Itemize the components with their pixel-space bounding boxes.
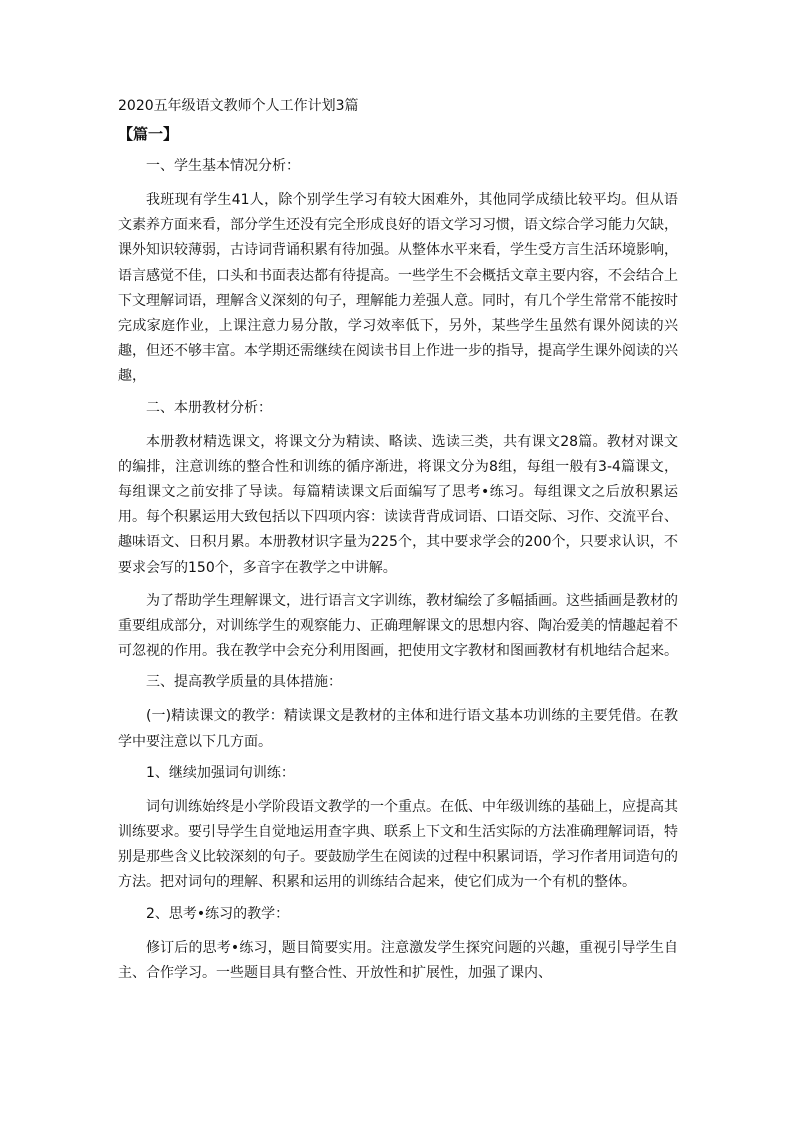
body-paragraph: 为了帮助学生理解课文，进行语言文字训练，教材编绘了多幅插画。这些插画是教材的重要组成部分，对训练学生的观察能力、正确理解课文的思想内容、陶冶爱美的情趣起着不可忽视的作用。我在教学中会充分利用图画，把使用文字教材和图画教材有机地结合起来。	[118, 592, 678, 660]
subsection-heading: 2、思考•练习的教学：	[146, 905, 290, 922]
subsection-heading: 1、继续加强词句训练：	[146, 764, 295, 781]
section-heading: 三、提高教学质量的具体措施：	[146, 674, 342, 691]
section-heading: 一、学生基本情况分析：	[146, 158, 300, 174]
body-paragraph: 修订后的思考•练习，题目简要实用。注意激发学生探究问题的兴趣，重视引导学生自主、合作学习。一些题目具有整合性、开放性和扩展性，加强了课内、	[118, 939, 678, 981]
body-paragraph: 本册教材精选课文，将课文分为精读、略读、选读三类，共有课文28篇。教材对课文的编排，注意训练的整合性和训练的循序渐进，将课文分为8组，每组一般有3-4篇课文，每组课文之前安排了导读。每篇精读课文后面编写了思考•练习。每组课文之后放积累运用。每个积累运用大致包括以下四项内容：读读背背成词语、口语交际、习作、交流平台、趣味语文、日积月累。本册教材识字量为225个，其中要求学会的200个，只要求认识，不要求会写的150个，多音字在教学之中讲解。	[118, 433, 678, 576]
body-paragraph: 我班现有学生41人，除个别学生学习有较大困难外，其他同学成绩比较平均。但从语文素养方面来看，部分学生还没有完全形成良好的语文学习习惯，语文综合学习能力欠缺，课外知识较薄弱，古诗词背诵积累有待加强。从整体水平来看，学生受方言生活环境影响，语言感觉不佳，口头和书面表达都有待提高。一些学生不会概括文章主要内容，不会结合上下文理解词语，理解含义深刻的句子，理解能力差强人意。同时，有几个学生常常不能按时完成家庭作业，上课注意力易分散，学习效率低下，另外，某些学生虽然有课外阅读的兴趣，但还不够丰富。本学期还需继续在阅读书目上作进一步的指导，提高学生课外阅读的兴趣，	[118, 192, 678, 385]
section-heading: 二、本册教材分析：	[146, 399, 272, 416]
document-title: 2020五年级语文教师个人工作计划3篇	[118, 98, 359, 114]
section-label: 【篇一】	[118, 125, 179, 143]
body-paragraph: 词句训练始终是小学阶段语文教学的一个重点。在低、中年级训练的基础上，应提高其训练要求。要引导学生自觉地运用查字典、联系上下文和生活实际的方法准确理解词语，特别是那些含义比较深刻的句子。要鼓励学生在阅读的过程中积累词语，学习作者用词造句的方法。把对词句的理解、积累和运用的训练结合起来，使它们成为一个有机的整体。	[118, 798, 678, 891]
document-content	[118, 96, 678, 994]
body-paragraph: (一)精读课文的教学：精读课文是教材的主体和进行语文基本功训练的主要凭借。在教学中要注意以下几方面。	[118, 708, 678, 750]
